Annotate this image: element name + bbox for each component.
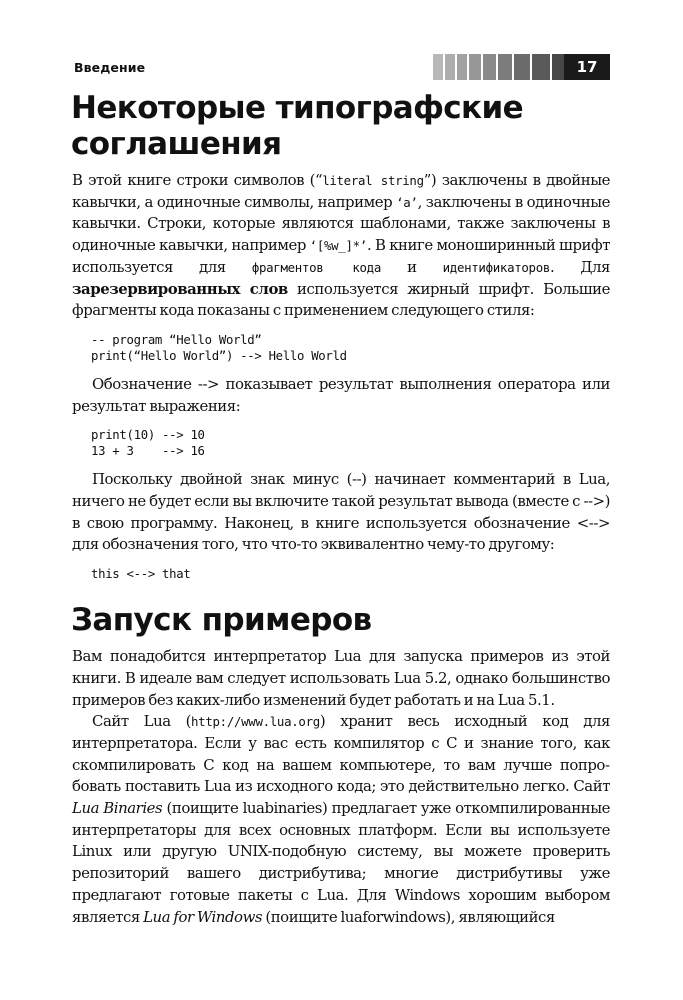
section-heading-running-examples: Запуск примеров (71, 602, 372, 639)
text-run: ) хранит весь исходный код для интерпретатора. Если у вас есть компилятор с C и знание того, как скомпилировать C код на вашем компьютере, то вам лучше попробовать поставить Lua из исходного кода; это действительно легко. Сайт (72, 712, 610, 796)
text-run: и (381, 257, 443, 276)
italic-text: Lua Binaries (72, 799, 163, 818)
bold-text: зарезервированных слов (72, 279, 288, 298)
text-run: В этой книге строки символов (“ (72, 171, 323, 189)
paragraph (72, 711, 610, 928)
text-run: Сайт Lua ( (92, 712, 192, 731)
running-header-section: Введение (74, 60, 146, 75)
inline-code: ‘a’ (396, 194, 418, 210)
running-header (71, 54, 610, 82)
page-number: 17 (564, 54, 610, 80)
text-run: используется жирный шрифт. Большие фрагменты кода показаны с применением следующего стиля: (72, 279, 610, 320)
inline-code: идентификаторов (442, 259, 551, 275)
text-run: (поищите luaforwindows), являющийся (262, 907, 555, 926)
paragraph: Обозначение --> показывает результат выполнения оператора или результат выражения: (72, 374, 610, 415)
text-run: . В книге моноширинный шрифт используется для (72, 236, 610, 276)
heading-line: соглашения (71, 126, 282, 162)
code-line: this <--> that (91, 567, 191, 582)
header-bar (498, 54, 512, 80)
header-bar (433, 54, 443, 80)
code-block (91, 427, 610, 459)
text-run: , заключены в одиночные кавычки. Строки, которые являются шаблонами, также заключены в одиночные кавычки, например (72, 192, 610, 255)
header-bar (514, 54, 530, 80)
inline-url: http://www.lua.org (191, 714, 320, 730)
heading-line: Некоторые типографские (71, 90, 524, 126)
page-body (72, 90, 610, 928)
text-run: (поищите luabinaries) предлагает уже откомпилированные интерпретаторы для всех основных платформ. Если вы используете Linux или другую UNIX-подобную систему, вы можете проверить репозиторий вашего дистрибутива; многие дистрибутивы уже предлагают готовые пакеты с Lua. Для Windows хорошим выбором является (72, 799, 610, 926)
code-line: print(“Hello World”) --> Hello World (91, 348, 347, 363)
paragraph: Поскольку двойной знак минус (--) начинает комментарий в Lua, ничего не будет если вы включите такой результат вывода (вместе с -->) в свою программу. Наконец, в книге используется обозначение <--> для обозначения того, что что-то эквивалентно чему-то другому: (72, 470, 610, 554)
code-line: -- program “Hello World” (91, 332, 262, 347)
paragraph (72, 170, 610, 322)
inline-code: literal string (322, 173, 424, 188)
header-bar (457, 54, 467, 80)
section-heading-typographic-conventions (71, 90, 610, 162)
text-run: ”) заключены в двойные кавычки, а одиночные символы, например (72, 171, 610, 211)
code-block (91, 566, 610, 582)
header-bar (445, 54, 455, 80)
header-bar (469, 54, 481, 80)
header-bar (532, 54, 550, 80)
code-line: 13 + 3 --> 16 (91, 444, 205, 459)
code-line: print(10) --> 10 (91, 428, 205, 443)
paragraph: Вам понадобится интерпретатор Lua для запуска примеров из этой книги. В идеале вам следует использовать Lua 5.2, однако большинство примеров без каких-либо изменений будет работать и на Lua 5.1. (72, 647, 610, 709)
italic-text: Lua for Windows (143, 907, 263, 926)
header-bar (483, 54, 496, 80)
inline-code: фрагментов кода (251, 259, 381, 275)
code-block (91, 332, 610, 364)
text-run: . Для (550, 257, 610, 276)
inline-code: ‘[%w_]*’ (309, 238, 367, 254)
